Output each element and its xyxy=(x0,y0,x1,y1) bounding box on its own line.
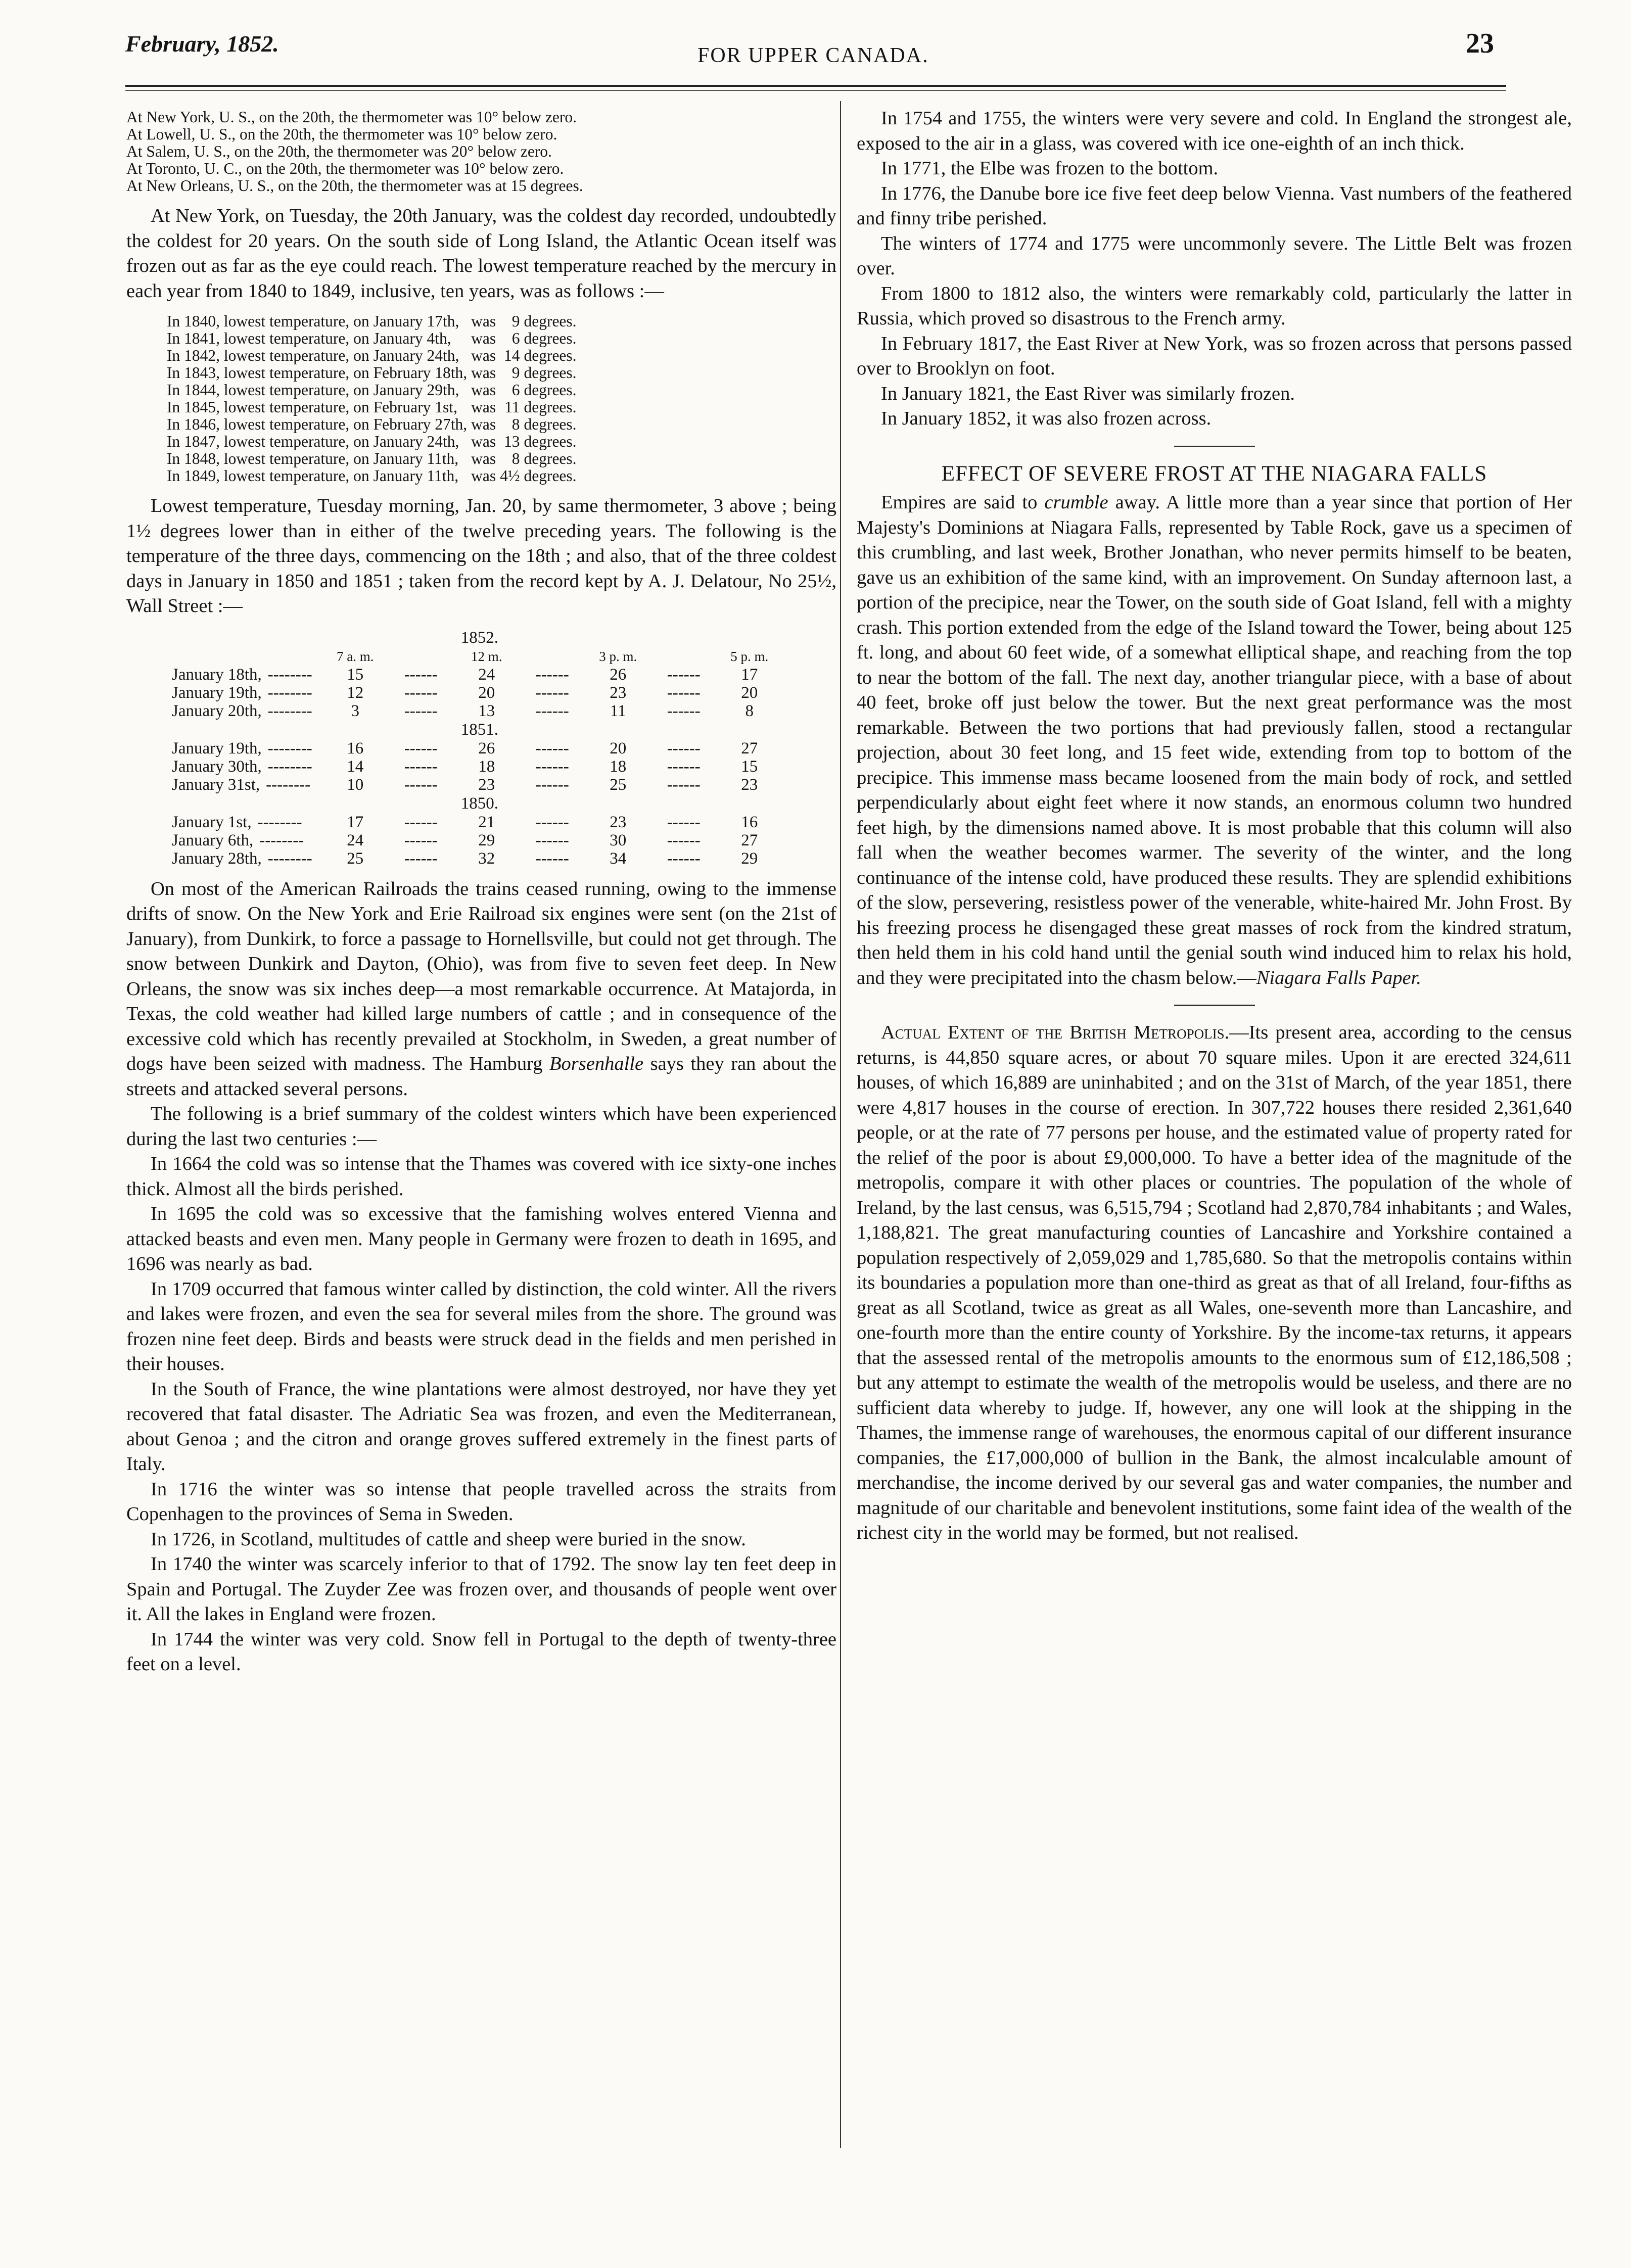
table-cell: was xyxy=(471,415,496,433)
paragraph: In 1709 occurred that famous winter called by distinction, the cold winter. All the rivers and lakes were frozen, and even the sea for several miles from the shore. The ground was frozen nine feet deep. Birds and beasts were struck dead in the fields and men perished in their houses. xyxy=(126,1278,836,1375)
table-cell: degrees. xyxy=(524,450,577,467)
leader-dots: ------ xyxy=(535,739,569,758)
leader-dots: ------ xyxy=(535,701,569,720)
table-cell: In 1841, lowest temperature, on xyxy=(167,329,369,347)
table-row xyxy=(172,776,787,794)
temperature-cell: 3 xyxy=(351,701,359,720)
thermo-line: At New Orleans, U. S., on the 20th, the thermometer was at 15 degrees. xyxy=(126,177,583,195)
leader-dots: ------ xyxy=(667,665,701,684)
table-cell: degrees. xyxy=(524,364,577,382)
thermo-line: At Lowell, U. S., on the 20th, the thermometer was 10° below zero. xyxy=(126,125,557,143)
temperature-cell: 34 xyxy=(610,849,627,868)
table-cell: degrees. xyxy=(524,398,577,416)
table-cell: was xyxy=(471,450,496,467)
temperature-cell: 30 xyxy=(610,831,627,849)
thermo-line: At Salem, U. S., on the 20th, the thermometer was 20° below zero. xyxy=(126,143,552,160)
leader-dots: ------ xyxy=(535,757,569,776)
table-cell: was xyxy=(471,467,496,485)
temperature-cell: 16 xyxy=(741,813,758,831)
table-cell: 8 xyxy=(511,450,520,467)
temperature-cell: 14 xyxy=(347,757,364,776)
thermometer-readings xyxy=(126,109,836,195)
leader-dots: ------ xyxy=(404,813,438,831)
table-cell: was xyxy=(471,364,496,382)
temperature-cell: 11 xyxy=(610,701,626,720)
table-cell: January 24th, xyxy=(373,347,459,364)
table-cell: January 11th, xyxy=(373,467,459,485)
table-row xyxy=(172,758,787,776)
paragraph: In 1740 the winter was scarcely inferior to that of 1792. The snow lay ten feet deep in Spain and Portugal. The Zuyder Zee was frozen over, and thousands of people went over it. All the lakes in England were frozen. xyxy=(126,1553,836,1625)
temperature-cell: 20 xyxy=(478,683,495,702)
temperature-cell: 24 xyxy=(478,665,495,684)
table-cell: In 1848, lowest temperature, on xyxy=(167,450,369,467)
paragraph: In 1695 the cold was so excessive that the famishing wolves entered Vienna and attacked beasts and even men. Many people in Germany were frozen to death in 1695, and 1696 was nearly as bad. xyxy=(126,1203,836,1274)
column-header: 12 m. xyxy=(471,648,502,664)
right-column xyxy=(857,106,1572,1546)
paragraph: In January 1821, the East River was similarly frozen. xyxy=(881,383,1295,404)
paragraph: Actual Extent of the British Metropolis.—Its present area, according to the census returns, is 44,850 square acres, or about 70 square miles. Upon it are erected 324,611 houses, of which 16,889 are uninhabited ; and on the 31st of March, of the year 1851, there were 4,817 houses in the course of erection. In 307,722 houses there resided 2,361,640 people, or at the rate of 77 persons per house, and the estimated value of property rated for the relief of the poor is about £9,000,000. To have a better idea of the magnitude of the metropolis, compare it with other places or countries. The population of the whole of Ireland, by the last census, was 6,515,794 ; Scotland had 2,870,784 inhabitants ; and Wales, 1,188,821. The great manufacturing counties of Lancashire and Yorkshire contained a population respectively of 2,059,029 and 1,785,680. So that the metropolis contains within its boundaries a population more than one-third as great as that of all Ireland, four-fifths as great as all Scotland, twice as great as all Wales, one-seventh more than Lancashire, and one-fourth more than the entire county of Yorkshire. By the income-tax returns, it appears that the assessed rental of the metropolis amounts to the enormous sum of £12,186,508 ; but any attempt to estimate the wealth of the metropolis would be useless, and there are no sufficient data whereby to judge. If, however, any one will look at the shipping in the Thames, the immense range of warehouses, the enormous capital of our different insurance companies, the £17,000,000 of bullion in the Bank, the almost incalculable amount of merchandise, the income derived by our several gas and water companies, the number and magnitude of our charitable and benevolent institutions, some faint idea of the wealth of the richest city in the world may be formed, but not realised. xyxy=(857,1022,1572,1543)
leader-dots: ------ xyxy=(667,739,701,758)
temperature-cell: 20 xyxy=(741,683,758,702)
table-row xyxy=(172,666,787,684)
date-cell: January 20th, -------- xyxy=(172,701,312,720)
table-row xyxy=(167,450,581,467)
table-cell: In 1844, lowest temperature, on xyxy=(167,381,369,399)
table-cell: was xyxy=(471,329,496,347)
leader-dots: ------ xyxy=(404,739,438,758)
paragraph: Lowest temperature, Tuesday morning, Jan. 20, by same thermometer, 3 above ; being 1½ degrees lower than in either of the twelve preceding years. The following is the temperature of the three days, commencing on the 18th ; and also, that of the three coldest days in January in 1850 and 1851 ; taken from the record kept by A. J. Delatour, No 25½, Wall Street :— xyxy=(126,495,836,617)
leader-dots: ------ xyxy=(667,757,701,776)
leader-dots: ------ xyxy=(535,849,569,868)
table-cell: 6 xyxy=(511,329,520,347)
leader-dots: ------ xyxy=(404,701,438,720)
thermo-line: At New York, U. S., on the 20th, the thermometer was 10° below zero. xyxy=(126,108,577,126)
table-row xyxy=(167,433,581,450)
table-year-heading: 1851. xyxy=(460,720,498,739)
paragraph: From 1800 to 1812 also, the winters were remarkably cold, particularly the latter in Russia, which proved so disastrous to the French army. xyxy=(857,282,1572,329)
table-row xyxy=(167,416,581,433)
temperature-cell: 27 xyxy=(741,739,758,758)
temperature-cell: 29 xyxy=(478,831,495,849)
table-header-row xyxy=(172,647,787,666)
table-cell: degrees. xyxy=(524,415,577,433)
table-cell: In 1847, lowest temperature, on xyxy=(167,433,369,450)
temperature-cell: 23 xyxy=(610,683,627,702)
temperature-cell: 15 xyxy=(741,757,758,776)
paragraph: In 1664 the cold was so intense that the Thames was covered with ice sixty-one inches thick. Almost all the birds perished. xyxy=(126,1153,836,1200)
temperature-cell: 13 xyxy=(478,701,495,720)
leader-dots: ------ xyxy=(535,775,569,794)
temperature-cell: 23 xyxy=(610,813,627,831)
temperature-cell: 25 xyxy=(610,775,627,794)
leader-dots: ------ xyxy=(667,701,701,720)
table-cell: 6 xyxy=(511,381,520,399)
leader-dots: ------ xyxy=(535,813,569,831)
table-cell: was xyxy=(471,381,496,399)
section-rule xyxy=(1174,1005,1255,1006)
left-column xyxy=(126,109,836,1677)
temperature-cell: 26 xyxy=(478,739,495,758)
table-cell: 9 xyxy=(511,312,520,330)
section-heading: EFFECT OF SEVERE FROST AT THE NIAGARA FALLS xyxy=(941,461,1487,486)
table-cell: was xyxy=(471,433,496,450)
table-row xyxy=(167,313,581,330)
column-header: 5 p. m. xyxy=(730,648,769,664)
paragraph: In 1726, in Scotland, multitudes of cattle and sheep were buried in the snow. xyxy=(151,1528,746,1550)
table-cell: January 24th, xyxy=(373,433,459,450)
table-cell: was xyxy=(471,347,496,364)
section-rule xyxy=(1174,446,1255,447)
table-cell: January 17th, xyxy=(373,312,459,330)
header-rule xyxy=(125,85,1506,87)
table-cell: was xyxy=(471,398,496,416)
temperature-cell: 29 xyxy=(741,849,758,868)
leader-dots: ------ xyxy=(667,813,701,831)
table-row xyxy=(172,684,787,702)
date-cell: January 19th, -------- xyxy=(172,683,312,702)
table-cell: February 18th, xyxy=(373,364,468,382)
table-row xyxy=(172,849,787,868)
paragraph: The following is a brief summary of the coldest winters which have been experienced during the last two centuries :— xyxy=(126,1103,836,1150)
table-cell: In 1845, lowest temperature, on xyxy=(167,398,369,416)
temperature-cell: 17 xyxy=(347,813,364,831)
leader-dots: ------ xyxy=(404,775,438,794)
table-cell: 9 xyxy=(511,364,520,382)
paragraph: The winters of 1774 and 1775 were uncommonly severe. The Little Belt was frozen over. xyxy=(857,232,1572,279)
table-cell: degrees. xyxy=(524,433,577,450)
temperature-cell: 24 xyxy=(347,831,364,849)
table-cell: 8 xyxy=(511,415,520,433)
table-row xyxy=(172,813,787,831)
date-cell: January 6th, -------- xyxy=(172,831,304,849)
paragraph: In January 1852, it was also frozen across. xyxy=(881,408,1211,429)
temperature-cell: 17 xyxy=(741,665,758,684)
table-cell: January 29th, xyxy=(373,381,459,399)
paragraph: Empires are said to crumble away. A little more than a year since that portion of Her Majesty's Dominions at Niagara Falls, represented by Table Rock, gave us a specimen of this crumbling, and last week, Brother Jonathan, who never permits himself to be beaten, gave us an exhibition of the same kind, with an improvement. On Sunday afternoon last, a portion of the precipice, near the Tower, on the south side of Goat Island, fell with a mighty crash. This portion extended from the edge of the Island toward the Tower, being about 125 ft. long, and about 60 feet wide, of a somewhat elliptical shape, and reaching from the top to near the bottom of the fall. The next day, another triangular piece, with a base of about 40 feet, broke off just below the tower. But the next great performance was the most remarkable. Between the two portions that had previously fallen, stood a rectangular projection, about 30 feet long, and 15 feet wide, extending from top to bottom of the precipice. This immense mass became loosened from the main body of rock, and settled perpendicularly about eight feet where it now stands, an enormous column two hundred feet high, by the dimensions named above. It is most probable that this column will also fall when the weather becomes warmer. The severity of the winter, and the long continuance of the intense cold, have produced these results. They are splendid exhibitions of the slow, persevering, resistless power of the venerable, white-haired Mr. John Frost. By his freezing process he disengaged these great masses of rock from the kindred stratum, then held them in his cold hand until the genial south wind induced him to relax his hold, and they were precipitated into the chasm below.—Niagara Falls Paper. xyxy=(857,492,1572,988)
date-cell: January 28th, -------- xyxy=(172,849,312,868)
paragraph: In the South of France, the wine plantations were almost destroyed, nor have they yet recovered that fatal disaster. The Adriatic Sea was frozen, and even the Mediterranean, about Genoa ; and the citron and orange groves suffered extremely in the finest parts of Italy. xyxy=(126,1378,836,1475)
leader-dots: ------ xyxy=(404,831,438,849)
temperature-cell: 23 xyxy=(478,775,495,794)
table-cell: degrees. xyxy=(524,312,577,330)
temperature-cell: 15 xyxy=(347,665,364,684)
table-cell: 13 xyxy=(503,433,520,450)
leader-dots: ------ xyxy=(667,775,701,794)
paragraph: At New York, on Tuesday, the 20th January, was the coldest day recorded, undoubtedly the coldest for 20 years. On the south side of Long Island, the Atlantic Ocean itself was frozen out as far as the eye could reach. The lowest temperature reached by the mercury in each year from 1840 to 1849, inclusive, ten years, was as follows :— xyxy=(126,205,836,302)
leader-dots: ------ xyxy=(404,683,438,702)
temperature-cell: 27 xyxy=(741,831,758,849)
leader-dots: ------ xyxy=(535,831,569,849)
three-day-temperature-table xyxy=(126,628,836,868)
thermo-line: At Toronto, U. C., on the 20th, the thermometer was 10° below zero. xyxy=(126,160,564,177)
temperature-cell: 18 xyxy=(610,757,627,776)
table-cell: February 27th, xyxy=(373,415,468,433)
temperature-cell: 16 xyxy=(347,739,364,758)
column-header: 7 a. m. xyxy=(336,648,374,664)
temperature-cell: 18 xyxy=(478,757,495,776)
run-in-heading: Actual Extent of the British Metropolis. xyxy=(881,1022,1230,1043)
running-title: FOR UPPER CANADA. xyxy=(697,44,929,67)
table-cell: In 1849, lowest temperature, on xyxy=(167,467,369,485)
leader-dots: ------ xyxy=(535,683,569,702)
table-cell: In 1840, lowest temperature, on xyxy=(167,312,369,330)
table-cell: February 1st, xyxy=(373,398,457,416)
leader-dots: ------ xyxy=(667,683,701,702)
table-year-heading: 1850. xyxy=(460,794,498,813)
table-cell: degrees. xyxy=(524,467,577,485)
table-cell: In 1846, lowest temperature, on xyxy=(167,415,369,433)
page-number: 23 xyxy=(1466,28,1494,59)
table-cell: degrees. xyxy=(524,381,577,399)
table-cell: In 1842, lowest temperature, on xyxy=(167,347,369,364)
date-cell: January 31st, -------- xyxy=(172,775,311,794)
leader-dots: ------ xyxy=(667,849,701,868)
paragraph: On most of the American Railroads the trains ceased running, owing to the immense drifts of snow. On the New York and Erie Railroad six engines were sent (on the 21st of January), from Dunkirk, to force a passage to Hornellsville, but could not get through. The snow between Dunkirk and Dayton, (Ohio), was from five to seven feet deep. In New Orleans, the snow was six inches deep—a most remarkable occurrence. At Matajorda, in Texas, the cold weather had killed large numbers of cattle ; and in consequence of the excessive cold which has recently prevailed at Stockholm, in Sweden, a great number of dogs have been seized with madness. The Hamburg Borsenhalle says they ran about the streets and attacked several persons. xyxy=(126,878,836,1100)
table-row xyxy=(167,364,581,382)
temperature-cell: 21 xyxy=(478,813,495,831)
temperature-cell: 25 xyxy=(347,849,364,868)
table-cell: degrees. xyxy=(524,329,577,347)
table-row xyxy=(172,702,787,720)
paragraph: In 1771, the Elbe was frozen to the bottom. xyxy=(881,158,1219,179)
column-header: 3 p. m. xyxy=(599,648,637,664)
leader-dots: ------ xyxy=(404,757,438,776)
paragraph: In 1716 the winter was so intense that people travelled across the straits from Copenhagen to the provinces of Sema in Sweden. xyxy=(126,1478,836,1525)
paragraph: In 1776, the Danube bore ice five feet deep below Vienna. Vast numbers of the feathered and finny tribe perished. xyxy=(857,182,1572,229)
table-cell: January 11th, xyxy=(373,450,459,467)
table-row xyxy=(167,467,581,485)
paragraph: In 1754 and 1755, the winters were very severe and cold. In England the strongest ale, exposed to the air in a glass, was covered with ice one-eighth of an inch thick. xyxy=(857,108,1572,154)
running-date: February, 1852. xyxy=(125,31,279,57)
temperature-cell: 8 xyxy=(745,701,754,720)
table-year-heading: 1852. xyxy=(460,628,498,647)
table-cell: 11 xyxy=(504,398,520,416)
temperature-cell: 32 xyxy=(478,849,495,868)
table-row xyxy=(167,382,581,399)
temperature-cell: 12 xyxy=(347,683,364,702)
table-row xyxy=(167,330,581,347)
table-cell: January 4th, xyxy=(373,329,451,347)
header-rule-thin xyxy=(125,90,1506,91)
table-cell: 14 xyxy=(503,347,520,364)
temperature-cell: 23 xyxy=(741,775,758,794)
date-cell: January 19th, -------- xyxy=(172,739,312,758)
table-cell: was xyxy=(471,312,496,330)
leader-dots: ------ xyxy=(404,665,438,684)
date-cell: January 30th, -------- xyxy=(172,757,312,776)
table-row xyxy=(172,831,787,849)
temperature-cell: 20 xyxy=(610,739,627,758)
leader-dots: ------ xyxy=(535,665,569,684)
paragraph: In 1744 the winter was very cold. Snow fell in Portugal to the depth of twenty-three feet on a level. xyxy=(126,1628,836,1675)
table-row xyxy=(167,347,581,364)
lowest-temperature-table xyxy=(167,313,581,485)
leader-dots: ------ xyxy=(404,849,438,868)
temperature-cell: 10 xyxy=(347,775,364,794)
table-cell: In 1843, lowest temperature, on xyxy=(167,364,369,382)
table-row xyxy=(172,739,787,758)
leader-dots: ------ xyxy=(667,831,701,849)
column-divider xyxy=(840,101,841,2148)
paragraph: In February 1817, the East River at New York, was so frozen across that persons passed over to Brooklyn on foot. xyxy=(857,333,1572,379)
temperature-cell: 26 xyxy=(610,665,627,684)
table-cell: 4½ xyxy=(500,467,520,485)
date-cell: January 18th, -------- xyxy=(172,665,312,684)
table-cell: degrees. xyxy=(524,347,577,364)
table-row xyxy=(167,399,581,416)
date-cell: January 1st, -------- xyxy=(172,813,302,831)
